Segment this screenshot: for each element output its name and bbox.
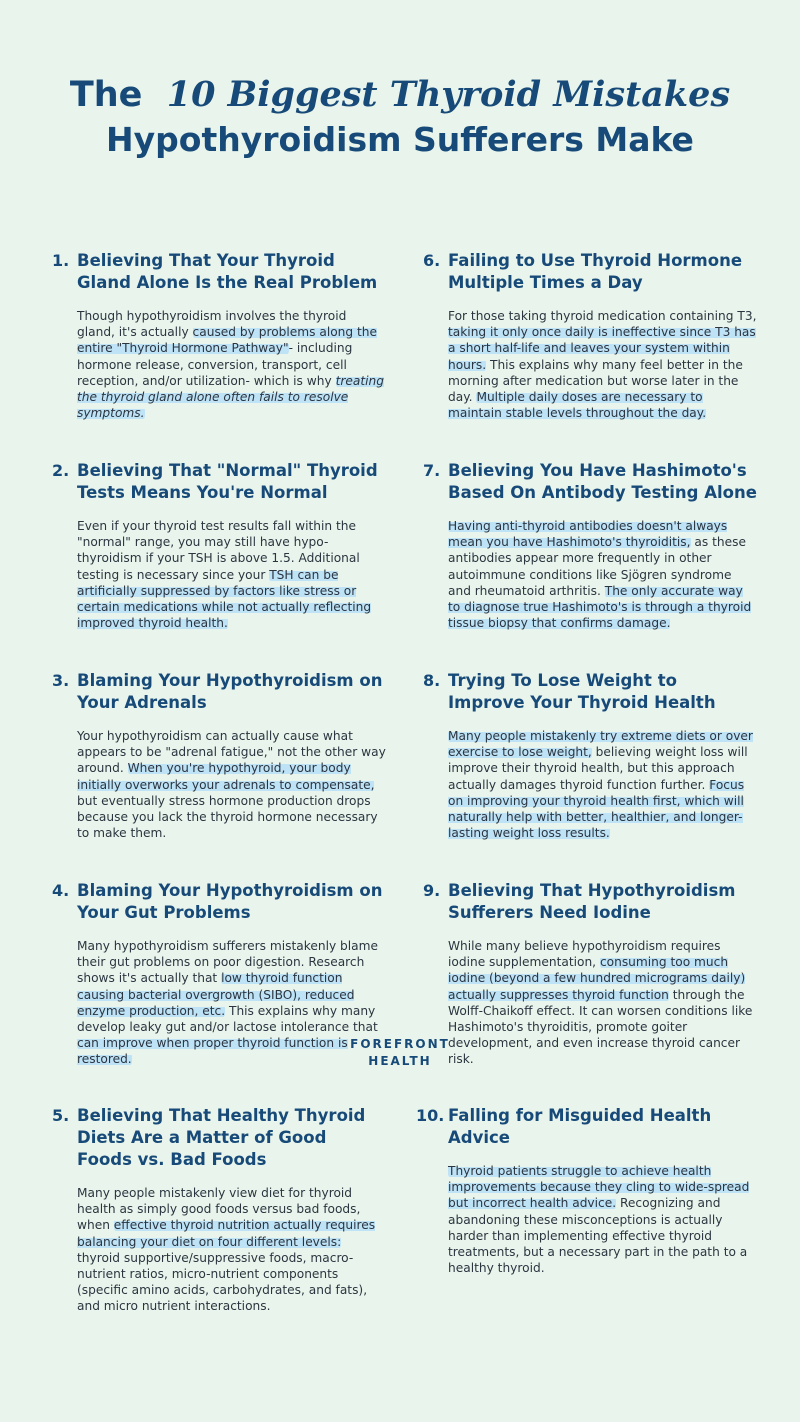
body-text: Many hypothyroidism sufferers mistakenly blame their gut problems on poor digestion. Research shows it's actually that: [77, 939, 379, 986]
mistake-item-1: [52, 250, 387, 421]
body-text: thyroid supportive/suppressive foods, macro-nutrient ratios, micro-nutrient components (specific amino acids, carbohydrates, and fats), and micro nutrient interactions.: [77, 1250, 368, 1314]
highlighted-text: When you're hypothyroid, your body initially overworks your adrenals to compensate,: [77, 761, 375, 792]
body-text: Recognizing and abandoning these misconceptions is actually harder than implementing effective thyroid treatments, but a necessary part in the path to a healthy thyroid.: [448, 1196, 748, 1276]
mistake-item-6: [423, 250, 758, 421]
highlighted-text: treating the thyroid gland alone often fails to resolve symptoms.: [77, 373, 384, 421]
item-heading: Believing That Your Thyroid Gland Alone Is the Real Problem: [77, 251, 378, 292]
highlighted-text: effective thyroid nutrition actually requires balancing your diet on four different levels:: [77, 1218, 376, 1249]
mistake-item-2: [52, 460, 387, 631]
item-body: [77, 728, 387, 841]
highlighted-text: Multiple daily doses are necessary to maintain stable levels throughout the day.: [448, 390, 707, 421]
body-text: Many people mistakenly view diet for thyroid health as simply good foods versus bad foods, when: [77, 1186, 361, 1233]
highlighted-text: Having anti-thyroid antibodies doesn't always mean you have Hashimoto's thyroiditis,: [448, 519, 728, 550]
highlighted-text: TSH can be artificially suppressed by factors like stress or certain medications while not actually reflecting improved thyroid health.: [77, 567, 372, 631]
body-text: For those taking thyroid medication containing T3,: [448, 309, 757, 323]
item-heading: Believing That "Normal" Thyroid Tests Means You're Normal: [77, 461, 378, 502]
logo-line-1: FOREFRONT: [350, 1037, 450, 1051]
item-number: 3.: [52, 671, 70, 690]
item-number: 6.: [423, 251, 441, 270]
item-number: 5.: [52, 1106, 70, 1125]
item-heading: Blaming Your Hypothyroidism on Your Adrenals: [77, 671, 383, 712]
highlighted-text: Thyroid patients struggle to achieve health improvements because they cling to wide-spread but incorrect health advice.: [448, 1164, 750, 1211]
highlighted-text: Many people mistakenly try extreme diets or over exercise to lose weight,: [448, 729, 753, 760]
highlighted-text: Focus on improving your thyroid health first, which will naturally help with better, healthier, and longer-lasting weight loss results.: [448, 777, 745, 841]
item-body: [448, 308, 758, 421]
logo-line-2: HEALTH: [368, 1054, 432, 1068]
title-emphasis: 10 Biggest Thyroid Mistakes: [166, 74, 731, 115]
body-text: Even if your thyroid test results fall within the "normal" range, you may still have hypo-thyroidism if your TSH is above 1.5. Additional testing is necessary since your: [77, 519, 360, 582]
item-number: 8.: [423, 671, 441, 690]
item-body: [448, 728, 758, 841]
body-text: but eventually stress hormone production drops because you lack the thyroid hormone necessary to make them.: [77, 793, 378, 841]
item-heading: Failing to Use Thyroid Hormone Multiple Times a Day: [448, 251, 743, 292]
mistake-item-7: [423, 460, 758, 631]
highlighted-text: caused by problems along the entire "Thyroid Hormone Pathway": [77, 325, 378, 356]
item-heading: Believing That Hypothyroidism Sufferers Need Iodine: [448, 881, 736, 922]
body-text: as these antibodies appear more frequently in other autoimmune conditions like Sjögren syndrome and rheumatoid arthritis.: [448, 535, 746, 598]
item-number: 10.: [416, 1106, 445, 1125]
item-number: 9.: [423, 881, 441, 900]
item-number: 7.: [423, 461, 441, 480]
title-prefix: The: [69, 75, 143, 115]
page-title: [0, 72, 800, 162]
body-text: - including hormone release, conversion, transport, cell reception, and/or utilization- which is why: [77, 341, 353, 388]
item-number: 2.: [52, 461, 70, 480]
item-body: [448, 518, 758, 631]
body-text: believing weight loss will improve their thyroid health, but this approach actually damages thyroid function further.: [448, 745, 748, 792]
highlighted-text: The only accurate way to diagnose true Hashimoto's is through a thyroid tissue biopsy that confirms damage.: [448, 583, 752, 631]
body-text: Though hypothyroidism involves the thyroid gland, it's actually: [77, 309, 347, 340]
mistake-item-10: [416, 1105, 758, 1276]
highlighted-text: taking it only once daily is ineffective since T3 has a short half-life and leaves your system within hours.: [448, 325, 756, 372]
item-body: [77, 1185, 387, 1315]
highlighted-text: consuming too much iodine (beyond a few hundred micrograms daily) actually suppresses thyroid function: [448, 955, 746, 1002]
body-text: While many believe hypothyroidism requires iodine supplementation,: [448, 939, 721, 970]
mistake-item-5: [52, 1105, 387, 1315]
body-text: Your hypothyroidism can actually cause what appears to be "adrenal fatigue," not the other way around.: [77, 729, 386, 776]
item-heading: Believing That Healthy Thyroid Diets Are a Matter of Good Foods vs. Bad Foods: [77, 1106, 366, 1169]
body-text: This explains why many develop leaky gut and/or lactose intolerance that: [77, 1003, 378, 1035]
item-heading: Falling for Misguided Health Advice: [448, 1106, 712, 1147]
body-text: through the Wolff-Chaikoff effect. It can worsen conditions like Hashimoto's thyroiditis, promote goiter development, and even increase thyroid cancer risk.: [448, 987, 753, 1067]
item-number: 1.: [52, 251, 70, 270]
mistake-item-3: [52, 670, 387, 841]
item-body: [77, 308, 387, 421]
title-line-2: Hypothyroidism Sufferers Make: [106, 120, 694, 159]
item-body: [77, 518, 387, 631]
highlighted-text: low thyroid function causing bacterial overgrowth (SIBO), reduced enzyme production, etc.: [77, 971, 355, 1018]
item-number: 4.: [52, 881, 70, 900]
body-text: This explains why many feel better in the morning after medication but worse later in the day.: [448, 357, 743, 405]
item-heading: Trying To Lose Weight to Improve Your Thyroid Health: [448, 671, 716, 712]
item-heading: Blaming Your Hypothyroidism on Your Gut Problems: [77, 881, 383, 922]
highlighted-text: can improve when proper thyroid function is restored.: [77, 1036, 348, 1067]
footer-logo: [0, 1036, 800, 1070]
item-body: [448, 1163, 758, 1276]
mistake-item-8: [423, 670, 758, 841]
title-line-1: [0, 72, 800, 118]
item-heading: Believing You Have Hashimoto's Based On Antibody Testing Alone: [448, 461, 757, 502]
